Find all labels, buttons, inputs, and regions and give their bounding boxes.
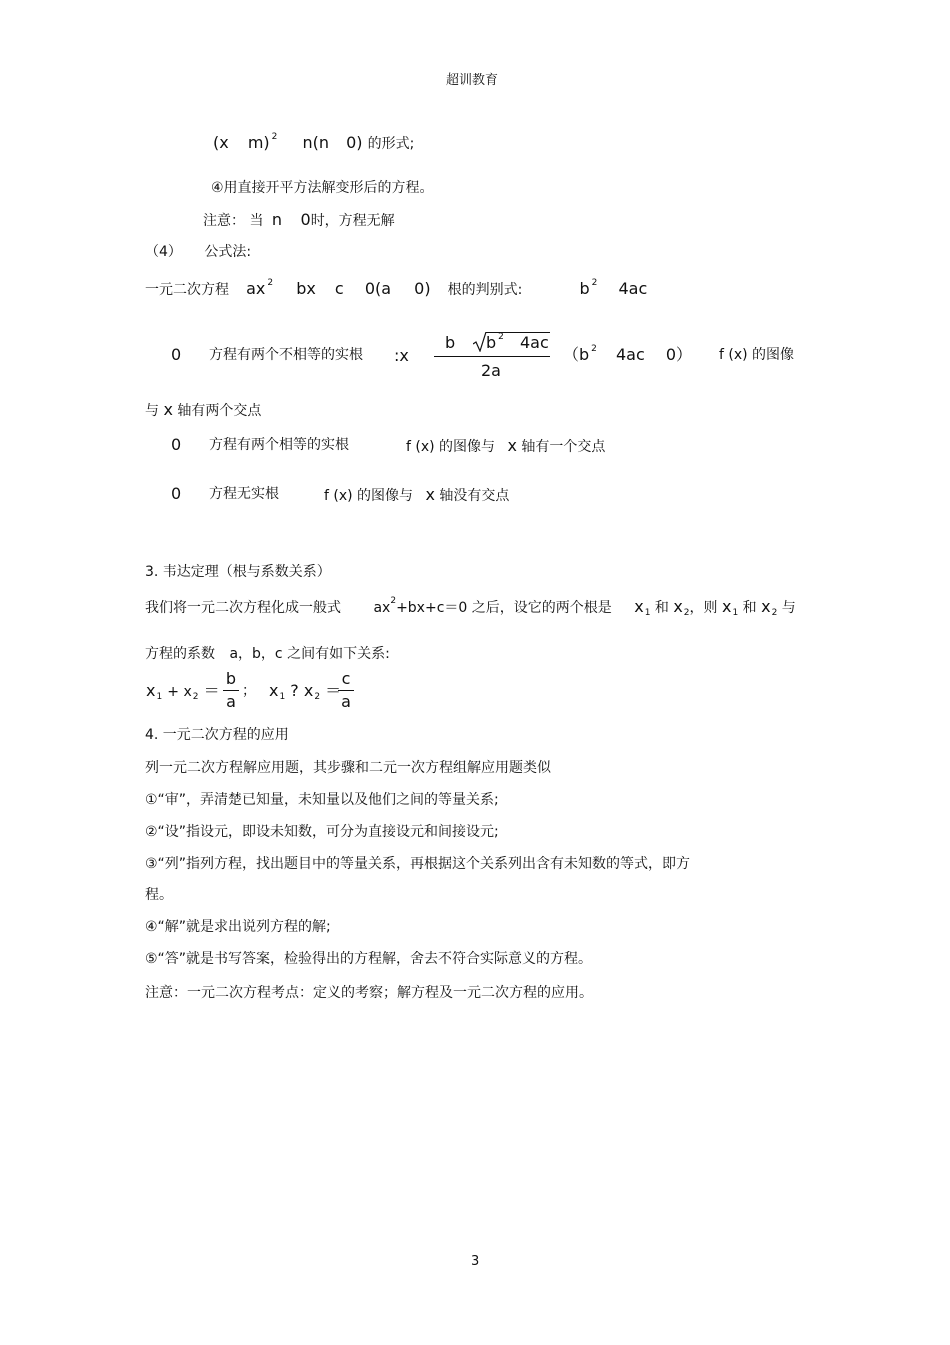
delta-positive-text: 方程有两个不相等的实根 bbox=[209, 347, 363, 363]
fraction-b-over-a: b a bbox=[223, 671, 239, 710]
sqrt-radical bbox=[473, 332, 487, 356]
step-1: ①“审”，弄清楚已知量，未知量以及他们之间的等量关系; bbox=[145, 792, 499, 808]
delta-zero-text: 方程有两个相等的实根 bbox=[209, 437, 349, 453]
delta-positive-zero: 0 bbox=[171, 345, 182, 364]
text-line-2: ④用直接开平方法解变形后的方程。 bbox=[211, 180, 434, 196]
fraction-c-over-a: c a bbox=[338, 671, 354, 710]
delta-negative-text: 方程无实根 bbox=[209, 486, 279, 502]
note-line-3: 注意： 当 n 0时，方程无解 bbox=[203, 210, 395, 229]
step-3: ③“列”指列方程，找出题目中的等量关系，再根据这个关系列出含有未知数的等式，即方 bbox=[145, 856, 691, 872]
vieta-intro-line: 我们将一元二次方程化成一般式 $ax^2+bx+c=0$ 之后，设它的两个根是 $x_1$ 和 $x_2$，则 $x_1$ 和 $x_2$ 与 bbox=[145, 596, 796, 618]
delta-negative-zero: 0 bbox=[171, 484, 182, 503]
sqrt-4ac: 4ac bbox=[520, 333, 549, 352]
step-5: ⑤“答”就是书写答案，检验得出的方程解，舍去不符合实际意义的方程。 bbox=[145, 951, 593, 967]
delta-zero-zero: 0 bbox=[171, 435, 182, 454]
vieta-sum: x1 + x2 ＝ bbox=[146, 681, 220, 702]
section-4-title: 4. 一元二次方程的应用 bbox=[145, 727, 289, 743]
condition-delta-positive: （b $^2$ 4ac 0） bbox=[563, 344, 693, 364]
formula-line-1: (x m) $^2$ n(n 0) 的形式; bbox=[213, 132, 415, 152]
vieta-coef-line: 方程的系数 a，b，c 之间有如下关系: bbox=[145, 646, 390, 662]
formula-numerator-b: b bbox=[445, 333, 456, 352]
text-line-7: 与 x 轴有两个交点 bbox=[145, 400, 262, 419]
semicolon: ； bbox=[242, 683, 256, 699]
fraction-bar bbox=[434, 356, 550, 357]
step-4: ④“解”就是求出说列方程的解; bbox=[145, 919, 331, 935]
sqrt-b: b $^2$ bbox=[486, 332, 504, 352]
exam-note: 注意：一元二次方程考点：定义的考察；解方程及一元二次方程的应用。 bbox=[145, 985, 593, 1001]
quadratic-discriminant-line: 一元二次方程 ax $^2$ bx c 0(a 0) 根的判别式: b $^2$ 4ac bbox=[145, 278, 648, 298]
section-3-title: 3. 韦达定理（根与系数关系） bbox=[145, 564, 331, 580]
formula-denominator: 2a bbox=[481, 361, 501, 380]
page-number: 3 bbox=[471, 1254, 480, 1269]
section-formula-method: （4） 公式法: bbox=[145, 244, 252, 260]
step-3-cont: 程。 bbox=[145, 887, 173, 903]
x-colon: :x bbox=[394, 346, 409, 365]
delta-zero-graph: f (x) 的图像与 x 轴有一个交点 bbox=[406, 436, 606, 455]
application-intro: 列一元二次方程解应用题，其步骤和二元一次方程组解应用题类似 bbox=[145, 760, 551, 776]
vieta-product: x1 ? x2 ＝ bbox=[269, 681, 342, 702]
fx-graph-text: f (x) 的图像 bbox=[719, 347, 795, 363]
page-header: 超训教育 bbox=[446, 73, 499, 88]
delta-negative-graph: f (x) 的图像与 x 轴没有交点 bbox=[324, 485, 510, 504]
step-2: ②“设”指设元，即设未知数，可分为直接设元和间接设元; bbox=[145, 824, 499, 840]
